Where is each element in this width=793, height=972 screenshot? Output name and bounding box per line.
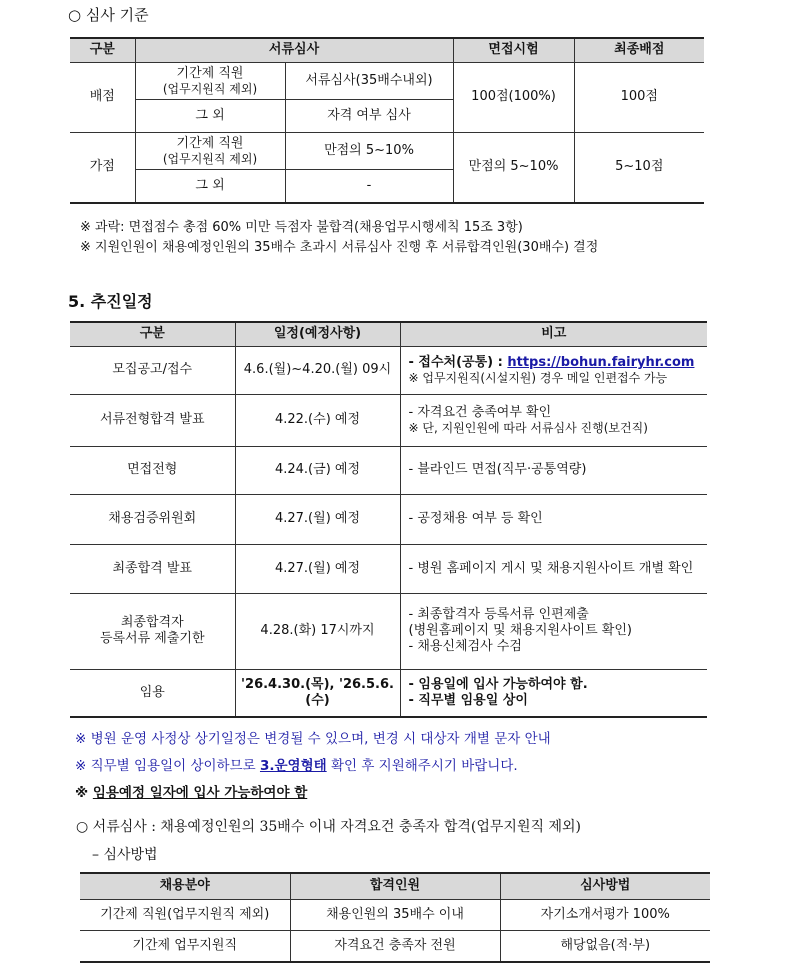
schedule-note-committee: - 공정채용 여부 등 확인 [400,494,707,544]
table-row [80,899,710,930]
criteria-score-label: 배점 [70,62,135,132]
table-row [80,930,710,962]
criteria-bonus-sub1-line1: 기간제 직원 [176,135,244,151]
method-header-method: 심사방법 [500,873,710,899]
schedule-note-doc-line2: ※ 단, 지원인원에 따라 서류심사 진행(보건직) [408,421,648,435]
schedule-date-register: 4.28.(화) 17시까지 [235,593,400,669]
reception-link[interactable]: https://bohun.fairyhr.com [507,355,695,370]
schedule-cat-recruit: 모집공고/접수 [70,346,235,394]
schedule-note-final: - 병원 홈페이지 게시 및 채용지원사이트 개별 확인 [400,544,707,593]
schedule-note-check [75,754,518,774]
method-cell: 자기소개서평가 100% [500,899,710,930]
reception-note: ※ 업무지원직(시설지원) 경우 메일 인편접수 가능 [408,371,668,385]
method-cell: 채용인원의 35배수 이내 [290,899,500,930]
criteria-bonus-doc1: 만점의 5~10% [285,132,453,169]
schedule-note-doc [400,394,707,446]
criteria-header-interview: 면접시험 [453,38,574,62]
schedule-cat-doc: 서류전형합격 발표 [70,394,235,446]
criteria-header-final: 최종배점 [574,38,704,62]
schedule-note-join [75,781,307,801]
criteria-bonus-sub1 [135,132,285,169]
method-cell: 기간제 직원(업무지원직 제외) [80,899,290,930]
reception-label: - 접수처(공통) : [408,355,508,370]
criteria-header-category: 구분 [70,38,135,62]
schedule-cat-register-line1: 최종합격자 [120,615,184,630]
schedule-note-appoint-line2: - 직무별 임용일 상이 [408,692,528,708]
schedule-note-register [400,593,707,669]
criteria-table [70,37,704,204]
schedule-note-appoint [400,669,707,717]
schedule-note-interview: - 블라인드 면접(직무·공통역량) [400,446,707,494]
schedule-note-join-text: 임용예정 일자에 입사 가능하여야 함 [92,785,308,801]
criteria-score-sub2: 그 외 [135,99,285,132]
table-row [70,394,707,446]
operation-type-link[interactable]: 3.운영형태 [259,758,327,774]
table-row [70,544,707,593]
schedule-date-doc: 4.22.(수) 예정 [235,394,400,446]
schedule-date-appoint: '26.4.30.(목), '26.5.6.(수) [235,669,400,717]
criteria-note-1: ※ 과락: 면접점수 총점 60% 미만 득점자 불합격(채용업무시행세칙 15조 3항) [80,220,523,235]
criteria-score-interview: 100점(100%) [453,62,574,132]
criteria-score-doc2: 자격 여부 심사 [285,99,453,132]
schedule-cat-interview: 면접전형 [70,446,235,494]
schedule-note-register-line1: - 최종합격자 등록서류 인편제출 [408,607,589,622]
method-header-field: 채용분야 [80,873,290,899]
schedule-note-change: ※ 병원 운영 사정상 상기일정은 변경될 수 있으며, 변경 시 대상자 개별 문자 안내 [75,731,551,747]
criteria-bonus-label: 가점 [70,132,135,203]
schedule-note-doc-line1: - 자격요건 충족여부 확인 [408,405,552,420]
criteria-note-2: ※ 지원인원이 채용예정인원의 35배수 초과시 서류심사 진행 후 서류합격인원(30배수) 결정 [80,240,599,255]
schedule-note-check-suffix: 확인 후 지원해주시기 바랍니다. [326,758,518,774]
doc-review-sub: – 심사방법 [92,847,158,863]
schedule-header-date: 일정(예정사항) [235,322,400,346]
criteria-header-document: 서류심사 [135,38,453,62]
schedule-cat-register [70,593,235,669]
schedule-note-register-line2: (병원홈페이지 및 채용지원사이트 확인) [408,623,632,638]
method-cell: 기간제 업무지원직 [80,930,290,962]
schedule-note-recruit [400,346,707,394]
criteria-score-sub1-line1: 기간제 직원 [176,65,244,81]
criteria-bonus-final: 5~10점 [574,132,704,203]
method-cell: 자격요건 충족자 전원 [290,930,500,962]
schedule-header-note: 비고 [400,322,707,346]
schedule-cat-register-line2: 등록서류 제출기한 [99,631,205,646]
criteria-score-doc1: 서류심사(35배수내외) [285,62,453,99]
schedule-note-check-prefix: ※ 직무별 임용일이 상이하므로 [75,758,260,774]
doc-review-line: ○ 서류심사 : 채용예정인원의 35배수 이내 자격요건 충족자 합격(업무지원직 제외) [76,819,581,835]
schedule-cat-committee: 채용검증위원회 [70,494,235,544]
schedule-table [70,321,707,718]
criteria-bonus-interview: 만점의 5~10% [453,132,574,203]
criteria-score-final: 100점 [574,62,704,132]
schedule-note-join-prefix: ※ [75,785,93,801]
table-row [70,494,707,544]
criteria-heading: ○ 심사 기준 [68,6,149,24]
schedule-date-recruit: 4.6.(월)~4.20.(월) 09시 [235,346,400,394]
criteria-bonus-sub1-line2: (업무지원직 제외) [162,151,258,166]
schedule-date-interview: 4.24.(금) 예정 [235,446,400,494]
table-row [70,593,707,669]
schedule-date-committee: 4.27.(월) 예정 [235,494,400,544]
schedule-header-category: 구분 [70,322,235,346]
method-table [80,872,710,963]
method-cell: 해당없음(적·부) [500,930,710,962]
schedule-note-register-line3: - 채용신체검사 수검 [408,639,522,654]
schedule-cat-final: 최종합격 발표 [70,544,235,593]
method-header-count: 합격인원 [290,873,500,899]
table-row [70,669,707,717]
criteria-score-sub1 [135,62,285,99]
schedule-note-appoint-line1: - 임용일에 입사 가능하여야 함. [408,676,588,692]
criteria-bonus-sub2: 그 외 [135,169,285,203]
table-row [70,446,707,494]
criteria-bonus-doc2: - [285,169,453,203]
schedule-date-final: 4.27.(월) 예정 [235,544,400,593]
schedule-cat-appoint: 임용 [70,669,235,717]
criteria-score-sub1-line2: (업무지원직 제외) [162,81,258,96]
schedule-heading: 5. 추진일정 [68,292,153,311]
table-row [70,346,707,394]
